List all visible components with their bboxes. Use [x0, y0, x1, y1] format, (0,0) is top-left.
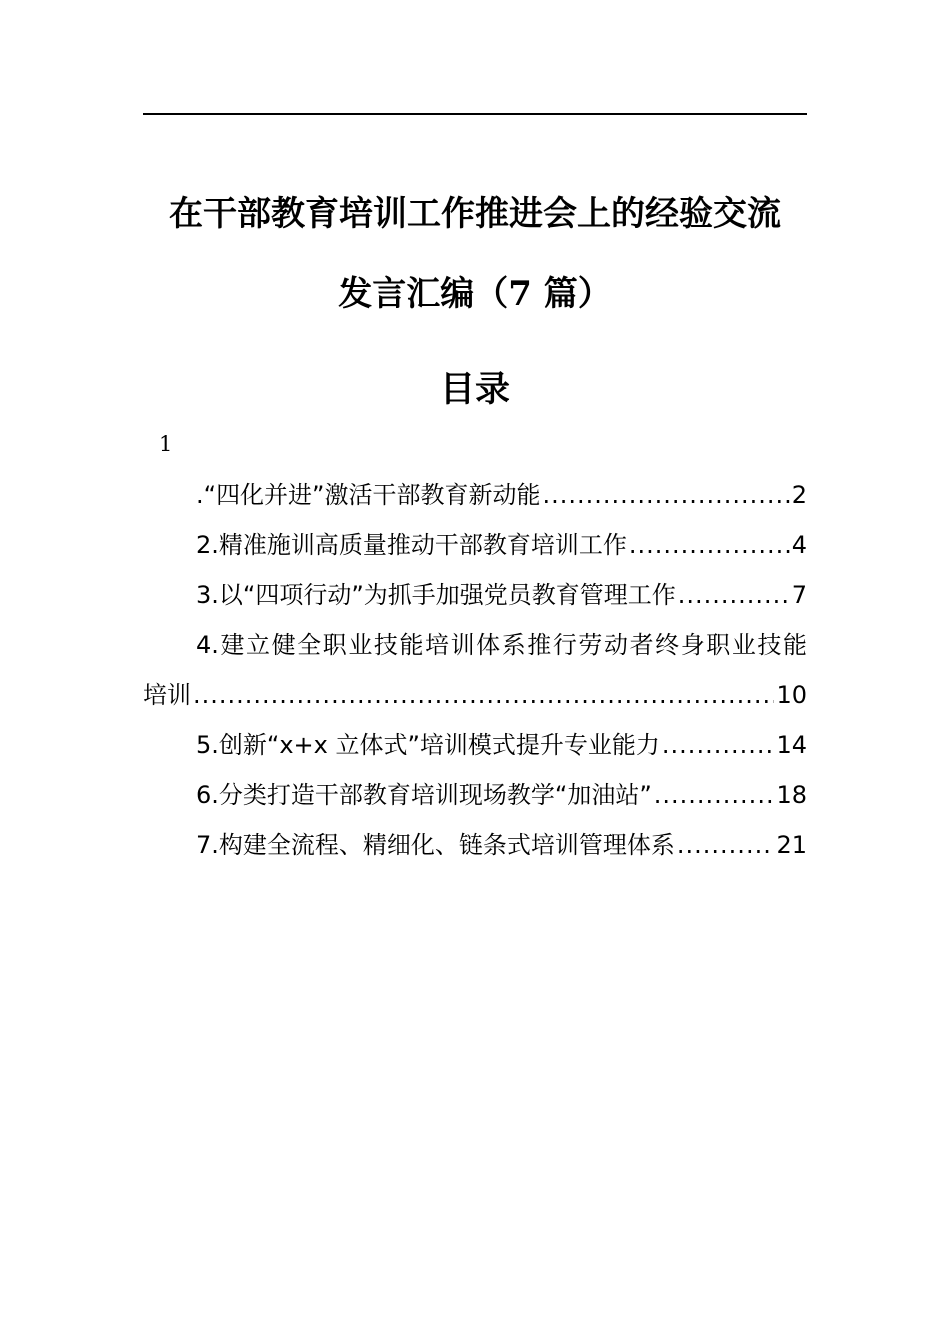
toc-entry-3[interactable]	[196, 577, 807, 613]
toc-entry-page: 4	[791, 531, 807, 559]
dot-leader	[629, 527, 790, 563]
toc-entry-label: 5.创新“x+x 立体式”培训模式提升专业能力	[196, 731, 660, 759]
toc-entry-4-line-1[interactable]: 4.建立健全职业技能培训体系推行劳动者终身职业技能	[196, 631, 807, 659]
toc-entry-label: 3.以“四项行动”为抓手加强党员教育管理工作	[196, 581, 676, 609]
toc-entry-4-line-2[interactable]	[143, 677, 807, 713]
toc-entry-2[interactable]	[196, 527, 807, 563]
toc-entry-7[interactable]	[196, 827, 807, 863]
dot-leader	[543, 477, 790, 513]
document-title-line-1: 在干部教育培训工作推进会上的经验交流	[169, 194, 781, 234]
toc-entry-page: 14	[776, 731, 807, 759]
toc-entry-label: 2.精准施训高质量推动干部教育培训工作	[196, 531, 627, 559]
header-rule	[143, 113, 807, 115]
toc-entry-label: .“四化并进”激活干部教育新动能	[196, 481, 541, 509]
toc-entry-page: 21	[776, 831, 807, 859]
toc-entry-page: 18	[776, 781, 807, 809]
dot-leader	[677, 827, 775, 863]
toc-entry-label-cont: 培训	[143, 681, 191, 709]
toc-entry-label: 7.构建全流程、精细化、链条式培训管理体系	[196, 831, 675, 859]
toc-entry-page: 2	[791, 481, 807, 509]
dot-leader	[662, 727, 775, 763]
toc-entry-5[interactable]	[196, 727, 807, 763]
toc-entry-6[interactable]	[196, 777, 807, 813]
toc-heading: 目录	[439, 369, 510, 410]
toc-entry-page: 10	[776, 681, 807, 709]
toc-entry-1[interactable]	[196, 477, 807, 513]
dot-leader	[193, 677, 774, 713]
toc-entry-page: 7	[791, 581, 807, 609]
dot-leader	[654, 777, 775, 813]
toc-entry-label: 6.分类打造干部教育培训现场教学“加油站”	[196, 781, 652, 809]
document-title-line-2: 发言汇编（7 篇）	[338, 274, 612, 314]
stray-number: 1	[159, 432, 173, 456]
dot-leader	[678, 577, 790, 613]
